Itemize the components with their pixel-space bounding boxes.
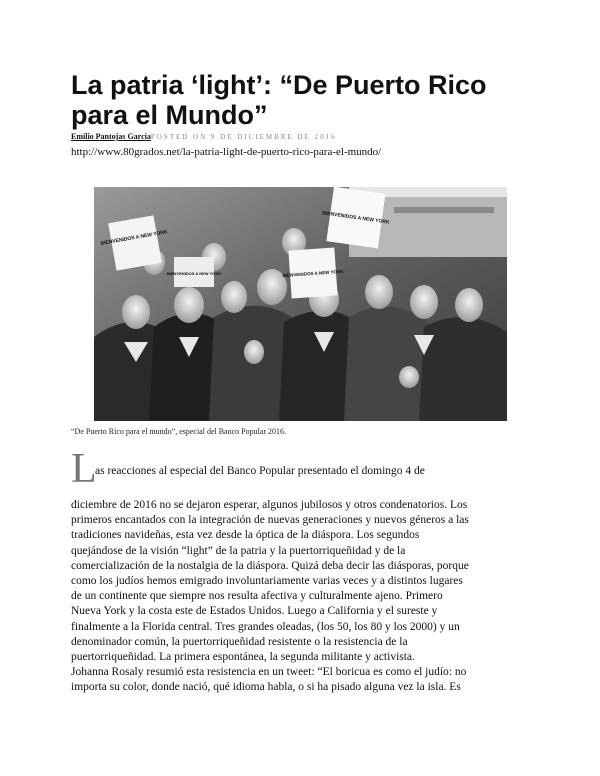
- body-line: de un continente que siempre nos resulta afectiva y culturalmente ajeno. Primero: [71, 590, 443, 603]
- source-url[interactable]: http://www.80grados.net/la-patria-light-de-puerto-rico-para-el-mundo/: [71, 146, 382, 158]
- drop-cap: L: [71, 446, 97, 492]
- body-line: quejándose de la visión “light” de la patria y la puertorriqueñidad y de la: [71, 544, 406, 557]
- author-link[interactable]: Emilio Pantojas García: [71, 132, 151, 141]
- body-first-line: as reacciones al especial del Banco Popular presentado el domingo 4 de: [95, 465, 425, 477]
- article-body: [71, 498, 533, 696]
- body-line: tradiciones navideñas, esta vez desde la óptica de la diáspora. Los segundos: [71, 529, 420, 542]
- posted-date: POSTED ON 9 DE DICIEMBRE DE 2016: [150, 133, 337, 141]
- photo-caption: “De Puerto Rico para el mundo”, especial del Banco Popular 2016.: [71, 427, 287, 436]
- welcome-sign-2: [167, 257, 221, 287]
- body-line: diciembre de 2016 no se dejaron esperar, algunos jubilosos y otros condenatorios. Los: [71, 499, 468, 511]
- photo-illustration: [94, 187, 507, 421]
- body-line: importa su color, donde nació, qué idioma habla, o si ha pisado alguna vez la isla. Es: [71, 681, 461, 694]
- body-line: Nueva York y la costa este de Estados Unidos. Luego a California y el sureste y: [71, 605, 438, 618]
- welcome-sign-4-text: BIENVENIDOS A NEW YORK: [321, 210, 390, 226]
- body-line: puertorriqueñidad. La primera espontánea, la segunda militante y activista.: [71, 651, 415, 664]
- welcome-sign-1-text: BIENVENIDOS A NEW YORK: [100, 229, 169, 247]
- body-line: como los judíos hemos emigrado involuntariamente varias veces y a distintos lugares: [71, 575, 463, 588]
- article-photo: [94, 187, 507, 421]
- welcome-sign-3-text: BIENVENIDOS A NEW YORK: [282, 268, 344, 279]
- body-line: primeros encantados con la integración de nuevas generaciones y nuevos géneros a las: [71, 514, 469, 527]
- body-line: finalmente a la Florida central. Tres grandes oleadas, (los 50, los 80 y los 2000) y un: [71, 620, 460, 633]
- byline: [71, 132, 337, 142]
- body-line: comercialización de la nostalgia de la diáspora. Quizá deba decir las diásporas, porque: [71, 559, 469, 572]
- welcome-sign-2-text: BIENVENIDOS A NEW YORK: [166, 271, 222, 276]
- body-line: denominador común, la puertorriqueñidad resistente o la resistencia de la: [71, 635, 408, 648]
- article-title: La patria ‘light’: “De Puerto Rico para el Mundo”: [71, 70, 487, 130]
- body-line: Johanna Rosaly resumió esta resistencia en un tweet: “El boricua es como el judío: no: [71, 666, 467, 679]
